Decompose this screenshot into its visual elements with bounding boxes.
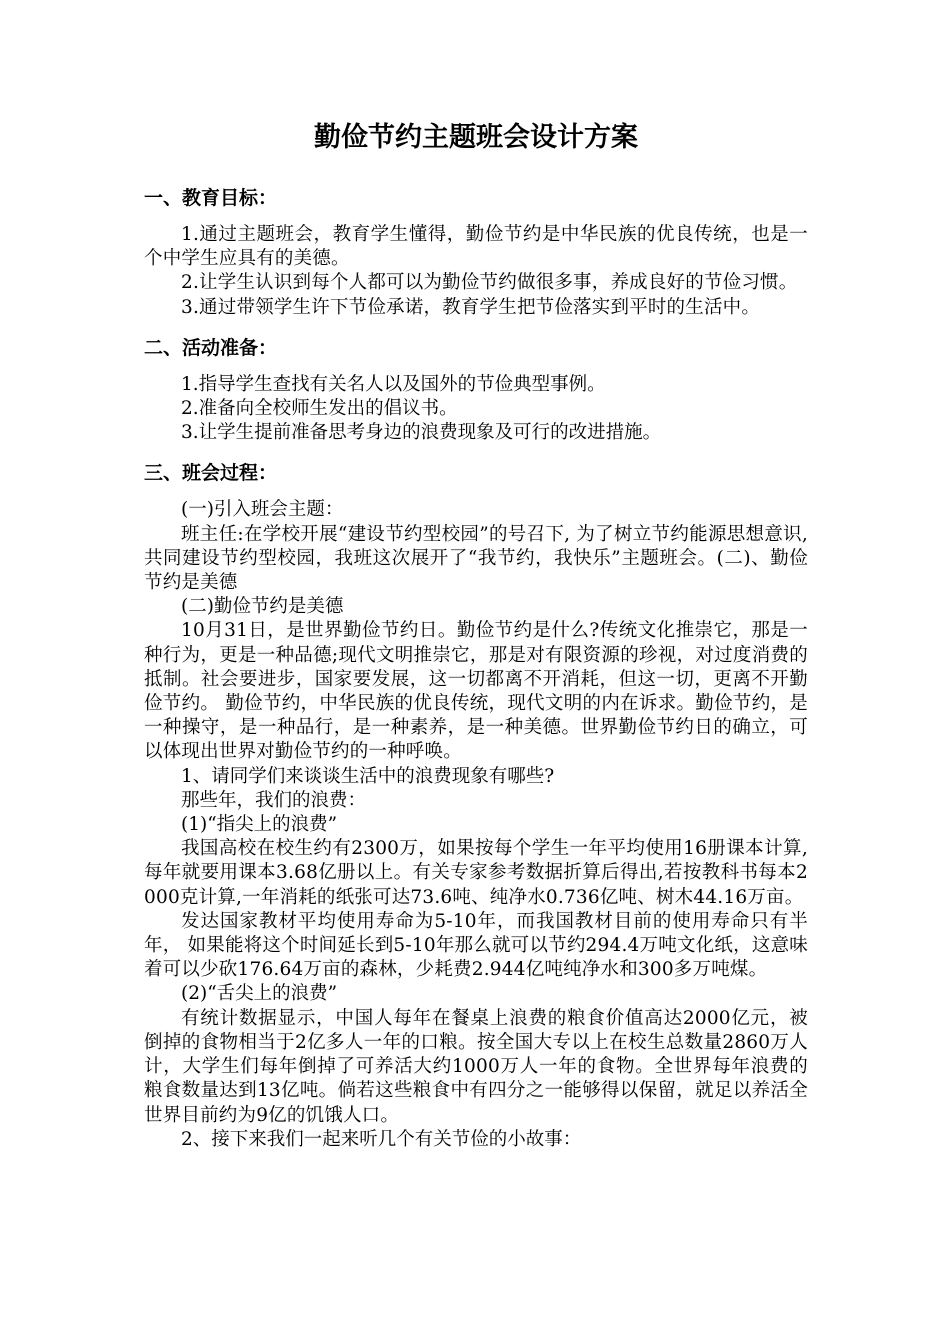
goal-item-3: 3.通过带领学生许下节俭承诺，教育学生把节俭落实到平时的生活中。	[181, 296, 761, 318]
goal-item-1: 1.通过主题班会，教育学生懂得，勤俭节约是中华民族的优良传统，也是一个中学生应具有的美德。	[144, 224, 808, 270]
process-paragraph-8: 我国高校在校生约有2300万，如果按每个学生一年平均使用16册课本计算,每年就要用课本3.68亿册以上。有关专家参考数据折算后得出,若按教科书每本2000克计算,一年消耗的纸张可达73.6吨、纯净水0.736亿吨、树木44.16万亩。	[144, 838, 808, 908]
prep-item-3: 3.让学生提前准备思考身边的浪费现象及可行的改进措施。	[181, 422, 662, 444]
process-paragraph-6: 那些年，我们的浪费：	[181, 789, 367, 811]
goal-item-2: 2.让学生认识到每个人都可以为勤俭节约做很多事，养成良好的节俭习惯。	[181, 272, 798, 294]
prep-item-2: 2.准备向全校师生发出的倡议书。	[181, 398, 458, 420]
document-title: 勤俭节约主题班会设计方案	[314, 122, 638, 153]
document-body	[144, 186, 808, 1152]
process-paragraph-7: (1)“指尖上的浪费”	[181, 814, 338, 836]
process-paragraph-2: 班主任:在学校开展“建设节约型校园”的号召下, 为了树立节约能源思想意识,共同建设节约型校园，我班这次展开了“我节约，我快乐”主题班会。(二)、勤俭节约是美德	[144, 523, 808, 594]
prep-item-1: 1.指导学生查找有关名人以及国外的节俭典型事例。	[181, 373, 606, 395]
process-paragraph-3: (二)勤俭节约是美德	[181, 596, 344, 618]
process-paragraph-11: 有统计数据显示，中国人每年在餐桌上浪费的粮食价值高达2000亿元，被倒掉的食物相当于2亿多人一年的口粮。按全国大专以上在校生总数量2860万人计，大学生们每年倒掉了可养活大约1000万人一年的食物。全世界每年浪费的粮食数量达到13亿吨。倘若这些粮食中有四分之一能够得以保留，就足以养活全世界目前约为9亿的饥饿人口。	[144, 1007, 808, 1126]
process-paragraph-4: 10月31日，是世界勤俭节约日。勤俭节约是什么?传统文化推崇它，那是一种行为，更是一种品德;现代文明推崇它，那是对有限资源的珍视，对过度消费的抵制。社会要进步，国家要发展，这一切都离不开消耗，但这一切，更离不开勤俭节约。 勤俭节约，中华民族的优良传统，现代文明的内在诉求。勤俭节约，是一种操守，是一种品行，是一种素养，是一种美德。世界勤俭节约日的确立，可以体现出世界对勤俭节约的一种呼唤。	[144, 620, 808, 763]
section-heading-prep: 二、活动准备：	[144, 336, 278, 359]
process-paragraph-12: 2、接下来我们一起来听几个有关节俭的小故事：	[181, 1128, 582, 1150]
section-heading-process: 三、班会过程：	[144, 462, 278, 485]
section-heading-goals: 一、教育目标：	[144, 187, 278, 209]
process-paragraph-5: 1、请同学们来谈谈生活中的浪费现象有哪些?	[181, 765, 555, 787]
process-paragraph-1: (一)引入班会主题：	[181, 499, 344, 521]
process-paragraph-10: (2)“舌尖上的浪费”	[181, 983, 338, 1005]
process-paragraph-9: 发达国家教材平均使用寿命为5-10年，而我国教材目前的使用寿命只有半年， 如果能将这个时间延长到5-10年那么就可以节约294.4万吨文化纸，这意味着可以少砍176.64万亩的森林，少耗费2.944亿吨纯净水和300多万吨煤。	[144, 910, 808, 981]
